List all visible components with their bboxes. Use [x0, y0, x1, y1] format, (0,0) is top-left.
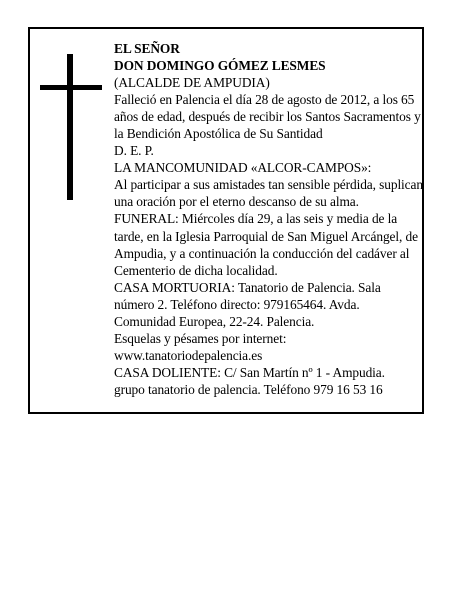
cross-icon: [40, 54, 102, 200]
mortuary-line1: CASA MORTUORIA: Tanatorio de Palencia. Sala: [114, 279, 381, 295]
mourner-organization: LA MANCOMUNIDAD «ALCOR-CAMPOS»:: [114, 160, 372, 176]
notice-text: [114, 40, 424, 398]
notice-subtitle: (ALCALDE DE AMPUDIA): [114, 75, 270, 91]
funeral-home: grupo tanatorio de palencia. Teléfono 979 16 53 16: [114, 381, 383, 397]
prayer-request: Al participar a sus amistades tan sensible pérdida, suplican una oración por el eterno descanso de su alma.: [114, 177, 423, 210]
notice-title-line1: EL SEÑOR: [114, 41, 180, 56]
notice-title-line2: DON DOMINGO GÓMEZ LESMES: [114, 58, 326, 74]
house-address: CASA DOLIENTE: C/ San Martín nº 1 - Ampudia.: [114, 364, 385, 380]
rip-text: D. E. P.: [114, 143, 154, 159]
cross-vertical-bar: [67, 54, 73, 200]
cross-horizontal-bar: [40, 85, 102, 90]
death-announcement: Falleció en Palencia el día 28 de agosto de 2012, a los 65 años de edad, después de recibir los Santos Sacramentos y la Bendición Apostólica de Su Santidad: [114, 92, 421, 142]
website-text: www.tanatoriodepalencia.es: [114, 347, 263, 363]
mortuary-line3: Comunidad Europea, 22-24. Palencia.: [114, 313, 315, 329]
funeral-details: FUNERAL: Miércoles día 29, a las seis y media de la tarde, en la Iglesia Parroquial de San Miguel Arcángel, de Ampudia, y a continuación la conducción del cadáver al Cementerio de dicha localidad.: [114, 211, 418, 278]
obituary-notice: [28, 27, 424, 414]
mortuary-line2: número 2. Teléfono directo: 979165464. Avda.: [114, 296, 360, 312]
internet-label: Esquelas y pésames por internet:: [114, 330, 287, 346]
